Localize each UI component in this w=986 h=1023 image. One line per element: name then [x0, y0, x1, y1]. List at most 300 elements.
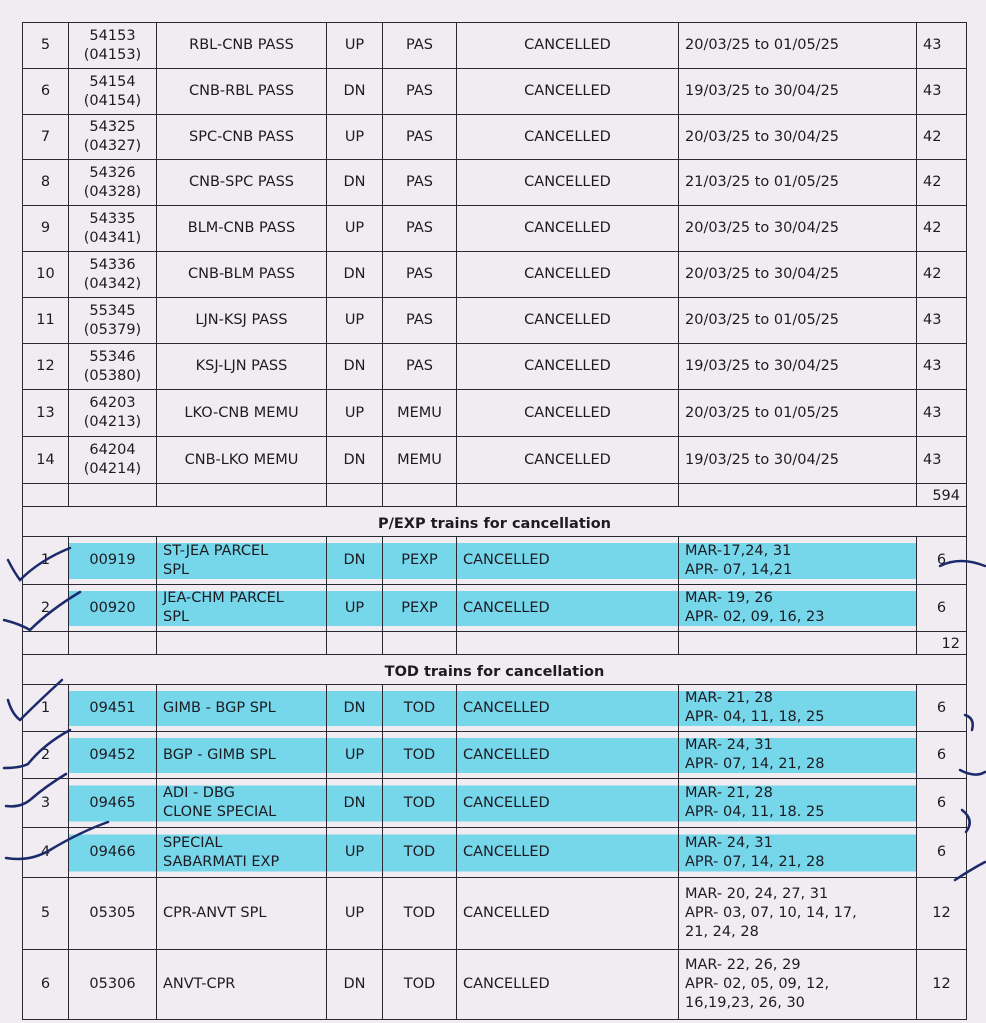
direction-text: DN — [343, 266, 366, 282]
section-header — [23, 655, 967, 685]
serial-number-text: 8 — [40, 174, 51, 190]
serial-number — [23, 69, 69, 115]
direction-text: DN — [343, 552, 366, 568]
direction-text: DN — [343, 794, 366, 811]
trip-count — [917, 585, 967, 632]
table-row — [23, 779, 967, 828]
trip-count-text: 42 — [923, 266, 942, 282]
train-name — [157, 298, 327, 344]
serial-number — [23, 390, 69, 437]
direction — [327, 950, 383, 1020]
total-row — [23, 484, 967, 507]
train-number-text: (05380) — [83, 367, 142, 384]
serial-number — [23, 344, 69, 390]
train-number-text: 54335 — [89, 210, 136, 227]
train-type-text: TOD — [403, 976, 436, 992]
serial-number-text: 12 — [36, 358, 55, 374]
train-type — [383, 732, 457, 779]
trip-count — [917, 69, 967, 115]
train-name-text: SPC-CNB PASS — [189, 128, 294, 145]
trip-count — [917, 828, 967, 878]
cancellation-dates-text: MAR- 21, 28 — [685, 690, 773, 706]
train-number — [69, 69, 157, 115]
cancellation-dates-text: 19/03/25 to 30/04/25 — [685, 83, 840, 99]
empty-cell — [383, 484, 457, 507]
empty-cell — [383, 632, 457, 655]
status — [457, 585, 679, 632]
status — [457, 437, 679, 484]
cancellation-dates — [679, 344, 917, 390]
cancellation-dates — [679, 437, 917, 484]
train-number — [69, 23, 157, 69]
train-name-text: RBL-CNB PASS — [189, 37, 294, 53]
serial-number-text: 3 — [40, 794, 51, 811]
trip-count-text: 12 — [932, 976, 951, 992]
trip-count — [917, 160, 967, 206]
trip-count-text: 43 — [923, 83, 942, 99]
table-row — [23, 344, 967, 390]
section-title — [23, 655, 967, 685]
train-number — [69, 537, 157, 585]
table-row — [23, 298, 967, 344]
direction — [327, 206, 383, 252]
train-name — [157, 344, 327, 390]
section-title-text: P/EXP trains for cancellation — [377, 516, 612, 532]
cancellation-dates-text: 20/03/25 to 30/04/25 — [685, 128, 840, 145]
status — [457, 685, 679, 732]
train-name — [157, 252, 327, 298]
train-number-text: (04342) — [83, 275, 142, 292]
train-type-text: PEXP — [401, 599, 438, 616]
status-text: CANCELLED — [524, 83, 611, 99]
serial-number-text: 13 — [36, 404, 55, 421]
train-type — [383, 779, 457, 828]
serial-number-text: 10 — [36, 266, 55, 282]
direction — [327, 390, 383, 437]
trip-count — [917, 537, 967, 585]
trip-count — [917, 344, 967, 390]
train-number — [69, 344, 157, 390]
trip-count — [917, 950, 967, 1020]
direction — [327, 585, 383, 632]
cancellation-dates-text: MAR- 19, 26 — [685, 590, 773, 606]
status-text: CANCELLED — [524, 266, 611, 282]
trip-count — [917, 878, 967, 950]
status — [457, 160, 679, 206]
status-text: CANCELLED — [524, 404, 611, 421]
train-number — [69, 685, 157, 732]
trip-count — [917, 23, 967, 69]
direction — [327, 828, 383, 878]
status — [457, 390, 679, 437]
status — [457, 23, 679, 69]
cancellation-dates — [679, 537, 917, 585]
table-row — [23, 23, 967, 69]
table-row — [23, 437, 967, 484]
direction-text: DN — [343, 358, 366, 374]
direction — [327, 779, 383, 828]
serial-number — [23, 437, 69, 484]
empty-cell — [69, 632, 157, 655]
serial-number-text: 14 — [36, 451, 55, 468]
empty-cell — [69, 484, 157, 507]
train-type — [383, 206, 457, 252]
train-number-text: 55345 — [89, 302, 136, 319]
serial-number-text: 4 — [40, 844, 51, 860]
train-number — [69, 950, 157, 1020]
serial-number-text: 2 — [40, 599, 51, 616]
trip-count — [917, 779, 967, 828]
direction-text: DN — [343, 976, 366, 992]
direction — [327, 298, 383, 344]
cancellation-dates — [679, 69, 917, 115]
trip-count — [917, 437, 967, 484]
train-number-text: (04327) — [83, 138, 142, 154]
train-number-text: 64203 — [89, 395, 136, 411]
status-text: CANCELLED — [524, 220, 611, 236]
cancellation-dates — [679, 685, 917, 732]
direction — [327, 115, 383, 160]
direction — [327, 160, 383, 206]
train-number-text: 00919 — [89, 552, 136, 568]
table-row — [23, 160, 967, 206]
direction-text: UP — [344, 599, 365, 616]
status — [457, 252, 679, 298]
train-name — [157, 878, 327, 950]
train-name-text: SPECIAL — [163, 834, 223, 851]
table-row — [23, 252, 967, 298]
train-name-text: LKO-CNB MEMU — [184, 404, 299, 421]
train-name — [157, 732, 327, 779]
direction — [327, 437, 383, 484]
cancellation-dates-text: APR- 07, 14,21 — [685, 561, 793, 578]
serial-number — [23, 537, 69, 585]
train-type — [383, 828, 457, 878]
status-text: CANCELLED — [463, 976, 550, 992]
train-name — [157, 390, 327, 437]
cancellation-dates-text: 19/03/25 to 30/04/25 — [685, 451, 840, 468]
trip-count-text: 42 — [923, 174, 942, 190]
direction-text: DN — [343, 174, 366, 190]
train-type-text: PAS — [406, 266, 433, 282]
trip-count-text: 43 — [923, 37, 942, 53]
status-text: CANCELLED — [463, 699, 550, 716]
table-row — [23, 69, 967, 115]
table-row — [23, 878, 967, 950]
train-number-text: 09466 — [89, 844, 136, 860]
status-text: CANCELLED — [463, 552, 550, 568]
cancellation-dates-text: APR- 07, 14, 21, 28 — [685, 853, 825, 870]
cancellation-dates-text: APR- 04, 11, 18. 25 — [685, 804, 825, 820]
serial-number — [23, 878, 69, 950]
trip-count-text: 43 — [923, 451, 942, 468]
cancellation-dates-text: 21/03/25 to 01/05/25 — [685, 174, 840, 190]
trip-count — [917, 206, 967, 252]
serial-number-text: 5 — [40, 905, 51, 921]
cancellation-dates-text: APR- 07, 14, 21, 28 — [685, 756, 825, 772]
section-header — [23, 507, 967, 537]
direction-text: UP — [344, 37, 365, 53]
trip-count — [917, 685, 967, 732]
serial-number-text: 1 — [40, 699, 51, 716]
status — [457, 779, 679, 828]
train-number-text: 54153 — [89, 27, 136, 44]
train-name — [157, 537, 327, 585]
serial-number-text: 6 — [40, 83, 51, 99]
status-text: CANCELLED — [463, 599, 550, 616]
status-text: CANCELLED — [463, 746, 550, 763]
empty-cell — [157, 632, 327, 655]
status-text: CANCELLED — [524, 358, 611, 374]
train-name — [157, 437, 327, 484]
empty-cell — [23, 632, 69, 655]
direction — [327, 252, 383, 298]
total-count-text: 12 — [941, 636, 960, 652]
direction — [327, 23, 383, 69]
train-name — [157, 69, 327, 115]
serial-number-text: 11 — [36, 312, 55, 328]
train-type — [383, 878, 457, 950]
direction-text: UP — [344, 220, 365, 236]
train-type-text: PAS — [406, 174, 433, 190]
train-name — [157, 115, 327, 160]
cancellation-dates-text: MAR- 22, 26, 29 — [685, 957, 801, 973]
cancellation-dates — [679, 252, 917, 298]
train-name-text: SABARMATI EXP — [163, 853, 280, 870]
trip-count-text: 6 — [936, 844, 947, 860]
direction-text: UP — [344, 312, 365, 328]
empty-cell — [457, 632, 679, 655]
serial-number-text: 2 — [40, 746, 51, 763]
train-type — [383, 537, 457, 585]
trip-count-text: 6 — [936, 699, 947, 716]
cancellation-dates-text: APR- 03, 07, 10, 14, 17, — [685, 905, 857, 921]
train-number — [69, 585, 157, 632]
serial-number-text: 6 — [40, 976, 51, 992]
section-title — [23, 507, 967, 537]
train-number-text: 09451 — [89, 699, 136, 716]
serial-number-text: 5 — [40, 37, 51, 53]
status-text: CANCELLED — [463, 844, 550, 860]
trip-count-text: 43 — [923, 312, 942, 328]
empty-cell — [23, 484, 69, 507]
train-number-text: 05306 — [89, 976, 136, 992]
trip-count-text: 43 — [923, 404, 942, 421]
train-number — [69, 252, 157, 298]
train-name-text: CNB-RBL PASS — [188, 83, 294, 99]
train-type — [383, 115, 457, 160]
train-type-text: TOD — [403, 905, 436, 921]
cancellation-dates — [679, 779, 917, 828]
train-type — [383, 585, 457, 632]
train-type-text: PAS — [406, 128, 433, 145]
trip-count-text: 6 — [936, 794, 947, 811]
section-title-text: TOD trains for cancellation — [384, 664, 605, 680]
train-name — [157, 950, 327, 1020]
train-name-text: GIMB - BGP SPL — [163, 699, 276, 716]
serial-number — [23, 828, 69, 878]
cancellation-dates-text: MAR- 20, 24, 27, 31 — [685, 886, 829, 902]
table-row — [23, 390, 967, 437]
train-type-text: PAS — [406, 312, 433, 328]
train-cancellation-table — [22, 22, 967, 1020]
cancellation-dates-text: APR- 02, 05, 09, 12, — [685, 976, 830, 992]
train-name — [157, 23, 327, 69]
cancellation-dates-text: MAR- 24, 31 — [685, 834, 773, 851]
cancellation-dates-text: 20/03/25 to 30/04/25 — [685, 266, 840, 282]
train-number-text: 54325 — [89, 119, 136, 135]
train-number-text: 09452 — [89, 746, 136, 763]
train-type-text: PEXP — [401, 552, 438, 568]
train-type — [383, 23, 457, 69]
cancellation-dates — [679, 115, 917, 160]
train-name — [157, 206, 327, 252]
serial-number — [23, 252, 69, 298]
empty-cell — [327, 632, 383, 655]
train-number — [69, 206, 157, 252]
trip-count — [917, 252, 967, 298]
train-type-text: PAS — [406, 37, 433, 53]
train-type-text: TOD — [403, 794, 436, 811]
empty-cell — [457, 484, 679, 507]
cancellation-dates — [679, 206, 917, 252]
train-name-text: LJN-KSJ PASS — [195, 312, 288, 328]
cancellation-dates-text: 21, 24, 28 — [685, 924, 759, 940]
status — [457, 206, 679, 252]
train-number — [69, 779, 157, 828]
train-name-text: SPL — [163, 561, 190, 578]
train-number-text: 54326 — [89, 164, 136, 181]
train-number-text: 54154 — [89, 73, 136, 90]
trip-count-text: 12 — [932, 905, 951, 921]
train-name-text: BGP - GIMB SPL — [163, 746, 276, 763]
cancellation-dates-text: MAR-17,24, 31 — [685, 542, 792, 559]
status — [457, 828, 679, 878]
empty-cell — [679, 632, 917, 655]
direction — [327, 344, 383, 390]
cancellation-dates — [679, 585, 917, 632]
train-number — [69, 160, 157, 206]
train-number-text: 09465 — [89, 794, 136, 811]
train-name-text: CPR-ANVT SPL — [163, 905, 267, 921]
train-type — [383, 252, 457, 298]
status-text: CANCELLED — [463, 794, 550, 811]
empty-cell — [679, 484, 917, 507]
direction-text: UP — [344, 746, 365, 763]
trip-count-text: 43 — [923, 358, 942, 374]
train-name-text: CNB-LKO MEMU — [184, 451, 299, 468]
cancellation-dates-text: APR- 02, 09, 16, 23 — [685, 609, 825, 625]
cancellation-dates-text: 16,19,23, 26, 30 — [685, 995, 805, 1011]
direction — [327, 537, 383, 585]
train-type — [383, 160, 457, 206]
train-type — [383, 950, 457, 1020]
status — [457, 344, 679, 390]
serial-number — [23, 585, 69, 632]
trip-count — [917, 115, 967, 160]
serial-number — [23, 115, 69, 160]
table-row — [23, 537, 967, 585]
train-name — [157, 585, 327, 632]
train-number-text: 00920 — [89, 599, 136, 616]
status-text: CANCELLED — [524, 174, 611, 190]
cancellation-dates — [679, 732, 917, 779]
train-number — [69, 878, 157, 950]
train-name-text: CNB-SPC PASS — [189, 174, 294, 190]
serial-number — [23, 779, 69, 828]
train-number-text: (04153) — [83, 46, 142, 63]
status — [457, 298, 679, 344]
train-name — [157, 160, 327, 206]
serial-number — [23, 23, 69, 69]
serial-number — [23, 950, 69, 1020]
status — [457, 69, 679, 115]
cancellation-dates-text: 20/03/25 to 01/05/25 — [685, 37, 840, 53]
total-count — [917, 632, 967, 655]
cancellation-dates — [679, 390, 917, 437]
train-number-text: (04214) — [83, 461, 142, 477]
trip-count-text: 6 — [936, 746, 947, 763]
direction-text: UP — [344, 128, 365, 145]
serial-number-text: 7 — [40, 128, 51, 145]
cancellation-dates-text: APR- 04, 11, 18, 25 — [685, 709, 825, 725]
train-number-text: (04341) — [83, 229, 142, 246]
direction-text: DN — [343, 699, 366, 716]
serial-number — [23, 298, 69, 344]
train-number-text: 55346 — [89, 348, 136, 365]
total-row — [23, 632, 967, 655]
serial-number — [23, 685, 69, 732]
train-number — [69, 298, 157, 344]
direction — [327, 685, 383, 732]
table-row — [23, 206, 967, 252]
direction-text: UP — [344, 905, 365, 921]
train-number-text: 54336 — [89, 256, 136, 273]
status — [457, 115, 679, 160]
serial-number — [23, 206, 69, 252]
train-name-text: CNB-BLM PASS — [188, 266, 295, 282]
table-row — [23, 115, 967, 160]
train-name — [157, 779, 327, 828]
status — [457, 732, 679, 779]
train-type — [383, 298, 457, 344]
train-number-text: (05379) — [83, 321, 142, 338]
trip-count-text: 6 — [936, 599, 947, 616]
direction-text: UP — [344, 404, 365, 421]
cancellation-dates-text: 19/03/25 to 30/04/25 — [685, 358, 840, 374]
train-number-text: (04213) — [83, 414, 142, 430]
table-row — [23, 585, 967, 632]
table-row — [23, 685, 967, 732]
status-text: CANCELLED — [463, 905, 550, 921]
train-type-text: TOD — [403, 844, 436, 860]
train-name-text: ADI - DBG — [163, 785, 235, 801]
direction — [327, 69, 383, 115]
train-type-text: MEMU — [397, 451, 442, 468]
direction — [327, 878, 383, 950]
status-text: CANCELLED — [524, 128, 611, 145]
status — [457, 950, 679, 1020]
cancellation-dates — [679, 23, 917, 69]
train-number — [69, 437, 157, 484]
cancellation-dates-text: 20/03/25 to 01/05/25 — [685, 312, 840, 328]
status-text: CANCELLED — [524, 37, 611, 53]
train-name-text: ANVT-CPR — [163, 976, 236, 992]
train-type — [383, 437, 457, 484]
table-row — [23, 732, 967, 779]
train-name-text: SPL — [163, 609, 190, 625]
train-type — [383, 69, 457, 115]
